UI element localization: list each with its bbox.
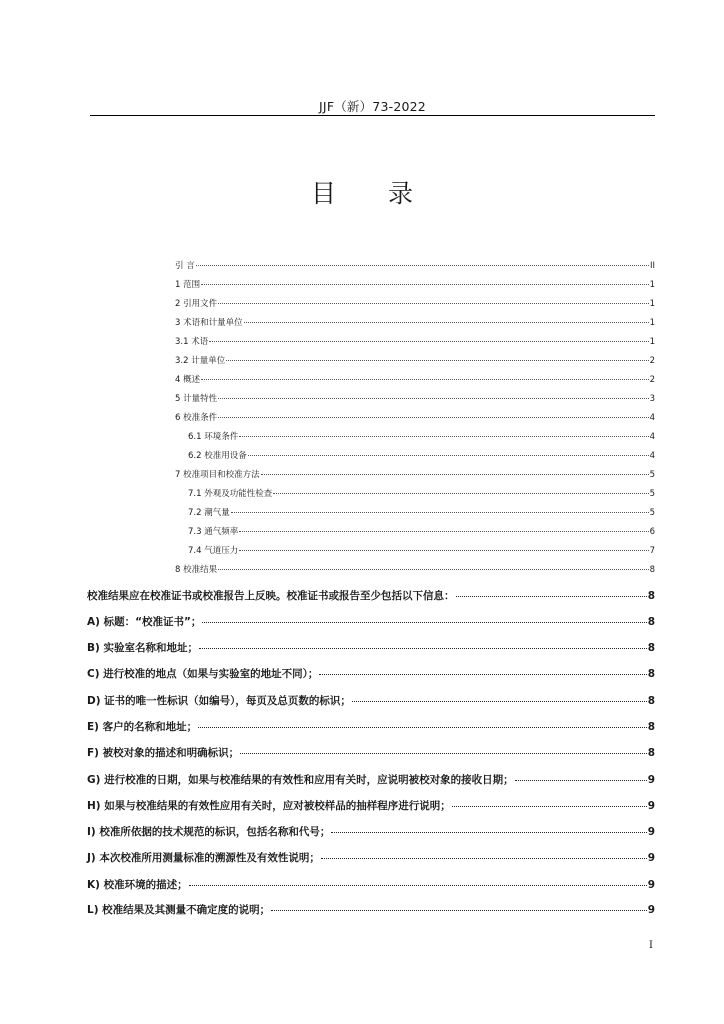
toc-leader-dots [226,360,648,361]
toc-leader-dots [218,303,648,304]
toc-entry-label: 7.2 潮气量 [188,508,230,518]
toc-entry-label: 6.1 环境条件 [188,432,239,442]
toc-leader-dots [273,493,648,494]
toc-entry-label: 6 校准条件 [175,413,218,423]
toc-leader-dots [201,284,648,285]
toc-entry-page: 9 [647,852,655,864]
toc-entry[interactable] [175,336,655,348]
toc-entry-page: 8 [647,721,655,733]
toc-entry-page: 1 [649,299,655,309]
toc-entry-page: 5 [649,470,655,480]
toc-leader-dots [198,727,647,728]
toc-entry[interactable] [175,355,655,367]
toc-entry-page: 4 [649,451,655,461]
toc-entry-page: II [649,261,655,271]
toc-entry-label: 2 引用文件 [175,299,218,309]
toc-leader-dots [352,701,647,702]
toc-entry-page: 8 [647,590,655,602]
toc-entry-page: 9 [647,826,655,838]
toc-leader-dots [202,622,646,623]
toc-entry-label: 6.2 校准用设备 [188,451,247,461]
toc-leader-dots [218,569,648,570]
toc-entry-label: 8 校准结果 [175,565,218,575]
toc-entry-label: 引 言 [175,261,195,271]
toc-leader-dots [248,455,649,456]
toc-entry[interactable] [175,469,655,481]
toc-entry[interactable] [175,279,655,291]
toc-entry-label: G) 进行校准的日期，如果与校准结果的有效性和应用有关时，应说明被校对象的接收日期； [87,774,514,786]
toc-leader-dots [319,674,646,675]
toc-leader-dots [199,648,647,649]
toc-entry[interactable] [87,615,655,630]
toc-entry-page: 4 [649,432,655,442]
toc-entry-label: 1 范围 [175,280,201,290]
toc-entry[interactable] [87,667,655,682]
toc-entry-page: 5 [649,508,655,518]
toc-entry-label: K) 校准环境的描述； [87,879,188,891]
toc-leader-dots [452,806,647,807]
toc-entry[interactable] [175,564,655,576]
toc-entry-label: D) 证书的唯一性标识（如编号），每页及总页数的标识； [87,695,351,707]
toc-entry-label: 7.3 通气频率 [188,527,239,537]
toc-entry[interactable] [175,260,655,272]
toc-entry[interactable] [87,746,655,761]
toc-leader-dots [239,531,648,532]
toc-entry-label: 7 校准项目和校准方法 [175,470,260,480]
toc-entry-label: 3 术语和计量单位 [175,318,243,328]
toc-entry[interactable] [175,412,655,424]
toc-entry[interactable] [188,431,655,443]
toc-entry[interactable] [175,374,655,386]
toc-entry-page: 2 [649,356,655,366]
toc-entry-label: 3.1 术语 [175,337,209,347]
toc-entry-page: 1 [649,280,655,290]
toc-entry-label: 3.2 计量单位 [175,356,226,366]
toc-leader-dots [456,596,647,597]
toc-entry[interactable] [175,317,655,329]
toc-entry-label: 7.4 气道压力 [188,546,239,556]
toc-leader-dots [261,474,649,475]
toc-leader-dots [231,512,649,513]
toc-leader-dots [321,858,647,859]
toc-entry[interactable] [87,694,655,709]
toc-entry[interactable] [87,589,655,604]
toc-entry[interactable] [87,851,655,866]
toc-entry[interactable] [87,878,655,893]
document-code-header: JJF（新）73-2022 [319,99,426,114]
toc-entry-label: L) 校准结果及其测量不确定度的说明； [87,904,271,916]
toc-entry-page: 9 [647,904,655,916]
page-title: 目 录 [311,179,435,208]
toc-entry-page: 3 [649,394,655,404]
page-number: I [649,940,653,951]
toc-entry[interactable] [175,298,655,310]
toc-entry-page: 7 [649,546,655,556]
toc-entry-label: F) 被校对象的描述和明确标识； [87,747,240,759]
toc-leader-dots [271,910,647,911]
toc-leader-dots [240,753,647,754]
toc-entry-page: 8 [647,695,655,707]
toc-leader-dots [218,417,648,418]
toc-entry[interactable] [87,720,655,735]
toc-entry[interactable] [188,507,655,519]
toc-entry-label: J) 本次校准所用测量标准的溯源性及有效性说明； [87,852,320,864]
toc-entry[interactable] [87,903,655,918]
toc-entry-page: 8 [647,668,655,680]
toc-leader-dots [209,341,648,342]
toc-entry-page: 9 [647,800,655,812]
toc-leader-dots [515,780,647,781]
toc-leader-dots [239,550,648,551]
toc-leader-dots [331,832,646,833]
toc-entry-page: 8 [649,565,655,575]
toc-entry[interactable] [188,545,655,557]
toc-entry-page: 6 [649,527,655,537]
toc-leader-dots [189,885,647,886]
toc-entry-page: 9 [647,879,655,891]
toc-entry-label: 4 概述 [175,375,201,385]
toc-entry-label: 5 计量特性 [175,394,218,404]
toc-leader-dots [218,398,648,399]
toc-entry-label: 7.1 外观及功能性检查 [188,489,273,499]
toc-entry[interactable] [87,773,655,788]
header-rule [90,115,655,116]
toc-entry[interactable] [87,799,655,814]
toc-entry[interactable] [188,488,655,500]
toc-entry-page: 4 [649,413,655,423]
toc-leader-dots [244,322,649,323]
toc-entry-page: 5 [649,489,655,499]
toc-entry-page: 8 [647,616,655,628]
toc-entry[interactable] [188,526,655,538]
toc-entry-label: C) 进行校准的地点（如果与实验室的地址不同）； [87,668,319,680]
toc-entry-label: H) 如果与校准结果的有效性应用有关时，应对被校样品的抽样程序进行说明； [87,800,451,812]
toc-entry[interactable] [188,450,655,462]
toc-entry[interactable] [87,641,655,656]
toc-leader-dots [201,379,648,380]
toc-entry-label: I) 校准所依据的技术规范的标识，包括名称和代号； [87,826,331,838]
toc-entry-page: 1 [649,337,655,347]
toc-entry-page: 9 [647,774,655,786]
toc-leader-dots [196,265,649,266]
toc-entry-label: A) 标题：“校准证书”； [87,616,202,628]
toc-entry-page: 2 [649,375,655,385]
toc-entry[interactable] [87,825,655,840]
toc-entry-label: B) 实验室名称和地址； [87,642,198,654]
toc-entry[interactable] [175,393,655,405]
toc-leader-dots [239,436,648,437]
toc-entry-page: 1 [649,318,655,328]
toc-entry-label: E) 客户的名称和地址； [87,721,198,733]
toc-entry-label: 校准结果应在校准证书或校准报告上反映。校准证书或报告至少包括以下信息： [87,590,455,602]
toc-entry-page: 8 [647,747,655,759]
toc-entry-page: 8 [647,642,655,654]
